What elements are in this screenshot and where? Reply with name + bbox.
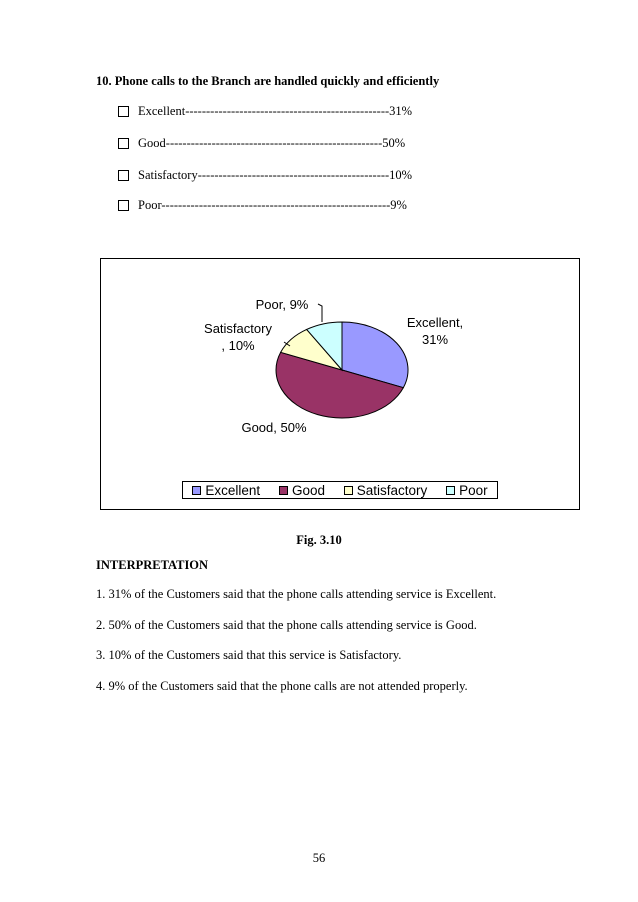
page-number: 56 xyxy=(312,851,326,865)
interpretation-item: 2. 50% of the Customers said that the phone calls attending service is Good. xyxy=(96,618,477,632)
legend-item-poor xyxy=(446,483,488,498)
interpretation-item: 1. 31% of the Customers said that the phone calls attending service is Excellent. xyxy=(96,587,497,601)
legend-item-good xyxy=(279,483,325,498)
legend-label: Poor xyxy=(459,482,488,498)
question-title: 10. Phone calls to the Branch are handled quickly and efficiently xyxy=(96,74,440,88)
option-text: Good----------------------------------------------------50% xyxy=(138,136,406,150)
leader-line-poor xyxy=(318,304,322,322)
legend-swatch xyxy=(192,486,201,495)
interpretation-item: 4. 9% of the Customers said that the phone calls are not attended properly. xyxy=(96,679,468,693)
option-text: Satisfactory----------------------------------------------10% xyxy=(138,168,413,182)
data-label-poor: Poor, 9% xyxy=(255,297,309,312)
legend-item-excellent xyxy=(192,483,260,498)
legend-swatch xyxy=(279,486,288,495)
data-label-satisfactory: Satisfactory , 10% xyxy=(204,321,272,353)
interpretation-item: 3. 10% of the Customers said that this service is Satisfactory. xyxy=(96,648,402,662)
legend-label: Good xyxy=(291,482,325,498)
legend-swatch xyxy=(446,486,455,495)
chart-legend xyxy=(182,481,498,499)
legend-label: Satisfactory xyxy=(356,482,428,498)
figure-caption: Fig. 3.10 xyxy=(296,533,342,547)
option-text: Poor-------------------------------------------------------9% xyxy=(138,198,407,212)
option-text: Excellent-------------------------------------------------31% xyxy=(138,104,413,118)
legend-label: Excellent xyxy=(205,482,261,498)
legend-swatch xyxy=(344,486,353,495)
data-label-excellent: Excellent, 31% xyxy=(406,315,464,347)
interpretation-heading: INTERPRETATION xyxy=(96,558,209,572)
data-label-good: Good, 50% xyxy=(241,420,307,435)
legend-item-satisfactory xyxy=(344,483,428,498)
